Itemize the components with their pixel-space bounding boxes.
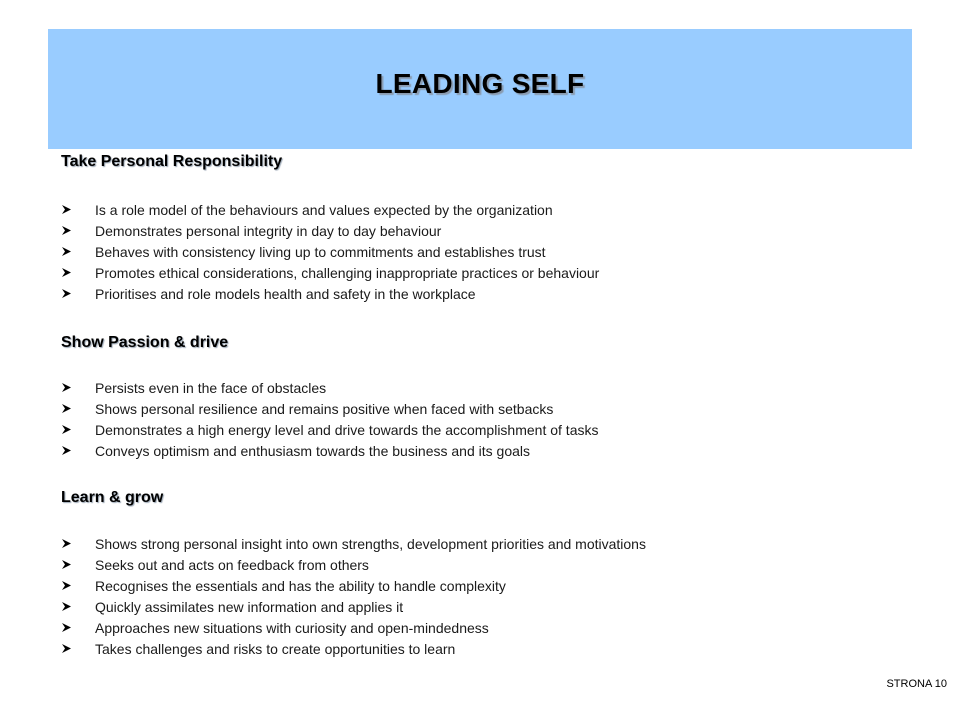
- list-item: [61, 220, 599, 241]
- list-item: [61, 440, 598, 461]
- arrowhead-bullet-icon: [61, 601, 95, 612]
- bullet-list-passion-drive: [61, 377, 598, 461]
- bullet-text: Demonstrates personal integrity in day to day behaviour: [95, 222, 442, 239]
- list-item: [61, 377, 598, 398]
- section-heading-learn-grow: Learn & grow: [61, 489, 164, 506]
- arrowhead-bullet-icon: [61, 580, 95, 591]
- arrowhead-bullet-icon: [61, 267, 95, 278]
- bullet-text: Shows strong personal insight into own strengths, development priorities and motivations: [95, 535, 646, 552]
- arrowhead-bullet-icon: [61, 559, 95, 570]
- list-item: [61, 533, 646, 554]
- list-item: [61, 398, 598, 419]
- list-item: [61, 262, 599, 283]
- bullet-text: Persists even in the face of obstacles: [95, 379, 327, 396]
- list-item: [61, 617, 646, 638]
- arrowhead-bullet-icon: [61, 538, 95, 549]
- arrowhead-bullet-icon: [61, 445, 95, 456]
- arrowhead-bullet-icon: [61, 246, 95, 257]
- bullet-text: Recognises the essentials and has the ability to handle complexity: [95, 577, 506, 594]
- arrowhead-bullet-icon: [61, 424, 95, 435]
- list-item: [61, 241, 599, 262]
- list-item: [61, 638, 646, 659]
- slide-title: LEADING SELF: [375, 68, 585, 99]
- bullet-text: Approaches new situations with curiosity and open-mindedness: [95, 619, 489, 636]
- list-item: [61, 283, 599, 304]
- bullet-text: Behaves with consistency living up to commitments and establishes trust: [95, 243, 546, 260]
- arrowhead-bullet-icon: [61, 382, 95, 393]
- bullet-text: Prioritises and role models health and safety in the workplace: [95, 285, 476, 302]
- arrowhead-bullet-icon: [61, 622, 95, 633]
- bullet-list-personal-responsibility: [61, 199, 599, 304]
- list-item: [61, 419, 598, 440]
- section-heading-personal-responsibility: Take Personal Responsibility: [61, 153, 283, 170]
- bullet-list-learn-grow: [61, 533, 646, 659]
- bullet-text: Promotes ethical considerations, challenging inappropriate practices or behaviour: [95, 264, 600, 281]
- arrowhead-bullet-icon: [61, 403, 95, 414]
- list-item: [61, 596, 646, 617]
- list-item: [61, 199, 599, 220]
- arrowhead-bullet-icon: [61, 225, 95, 236]
- bullet-text: Takes challenges and risks to create opportunities to learn: [95, 640, 456, 657]
- bullet-text: Shows personal resilience and remains positive when faced with setbacks: [95, 400, 554, 417]
- bullet-text: Is a role model of the behaviours and values expected by the organization: [95, 201, 553, 218]
- section-heading-passion-drive: Show Passion & drive: [61, 334, 229, 351]
- page-number: STRONA 10: [886, 678, 947, 690]
- bullet-text: Seeks out and acts on feedback from others: [95, 556, 369, 573]
- arrowhead-bullet-icon: [61, 204, 95, 215]
- bullet-text: Quickly assimilates new information and applies it: [95, 598, 404, 615]
- list-item: [61, 554, 646, 575]
- bullet-text: Conveys optimism and enthusiasm towards the business and its goals: [95, 442, 530, 459]
- arrowhead-bullet-icon: [61, 288, 95, 299]
- bullet-text: Demonstrates a high energy level and drive towards the accomplishment of tasks: [95, 421, 599, 438]
- list-item: [61, 575, 646, 596]
- arrowhead-bullet-icon: [61, 643, 95, 654]
